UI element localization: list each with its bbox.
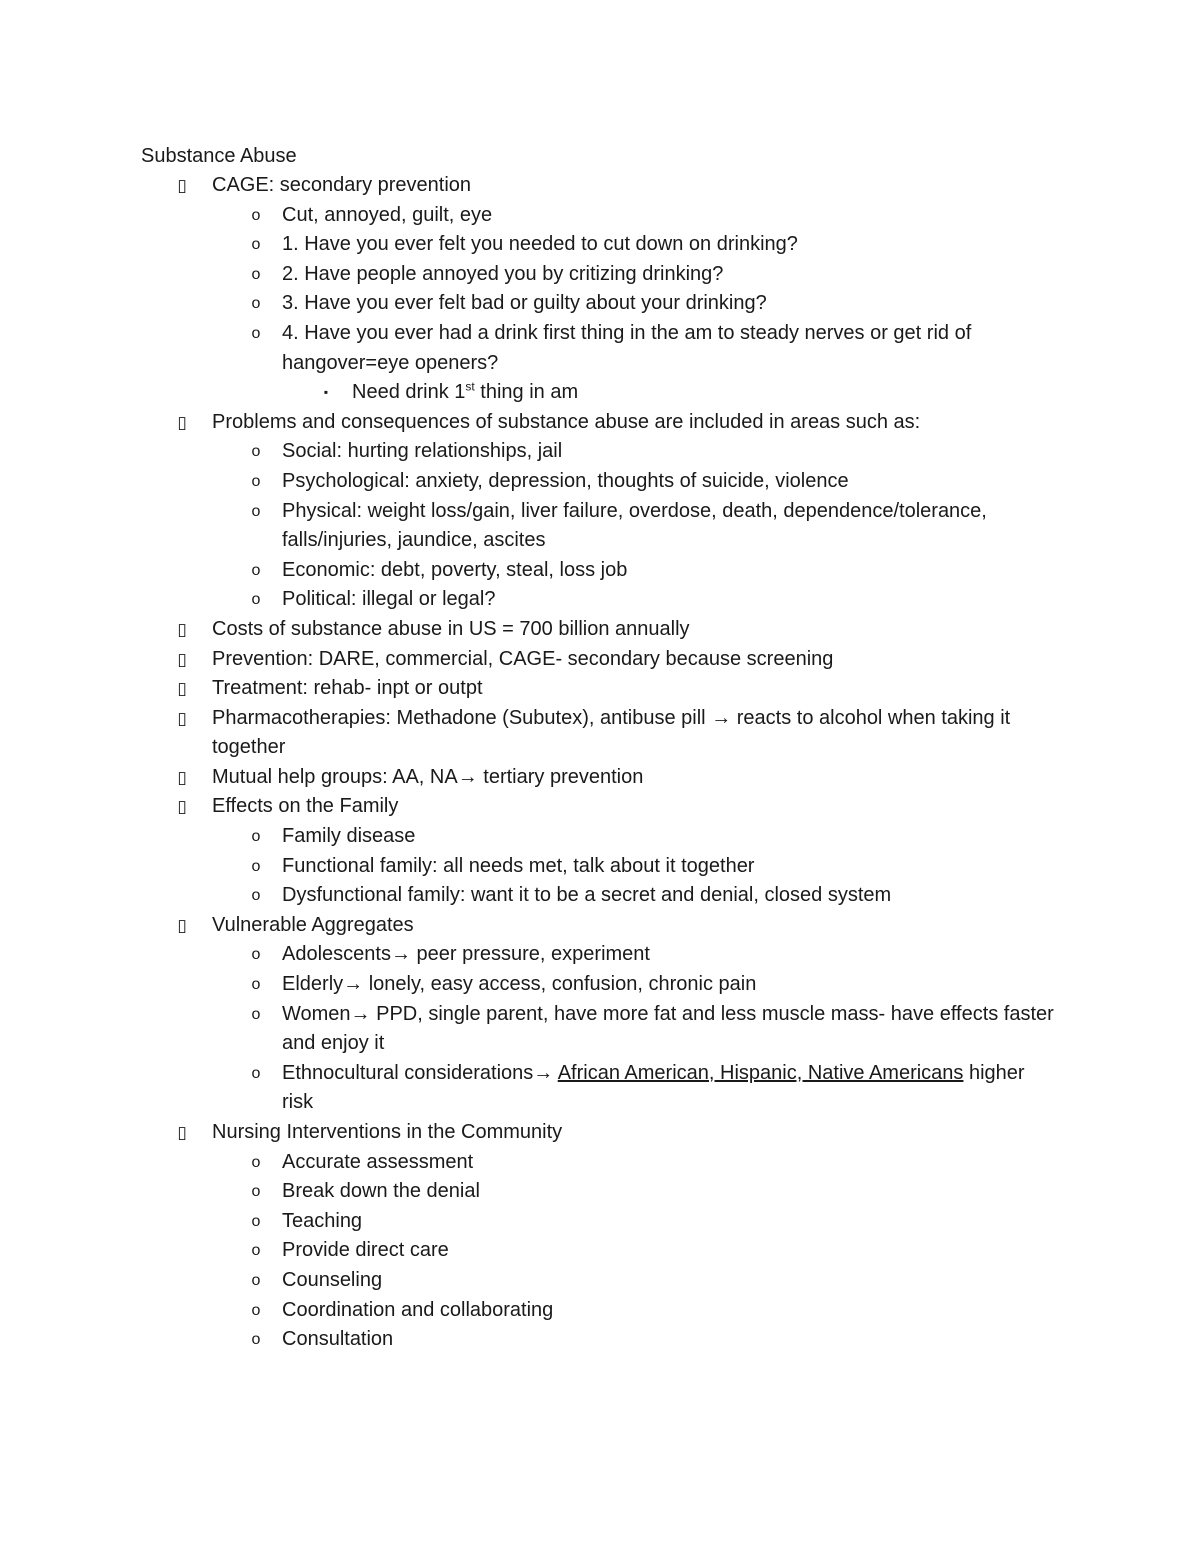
item-text-continued: lonely, easy access, confusion, chronic pain (363, 973, 757, 996)
bullet-icon: o (251, 561, 261, 579)
arrow-icon: → (457, 765, 478, 788)
item-text: Functional family: all needs met, talk about it together (282, 854, 755, 877)
bullet-icon: o (251, 1064, 261, 1082)
arrow-icon: → (711, 706, 732, 729)
item-text: Accurate assessment (282, 1150, 474, 1173)
item-text: Mutual help groups: AA, NA (212, 765, 458, 788)
item-text: Break down the denial (282, 1180, 480, 1203)
list-item-teaching (141, 1207, 1061, 1237)
list-item-psychological (141, 467, 1061, 497)
bullet-icon: o (251, 857, 261, 875)
item-text-continued: peer pressure, experiment (410, 943, 650, 966)
arrow-icon: → (343, 973, 364, 996)
bullet-icon: ▯ (177, 708, 187, 728)
item-text: CAGE: secondary prevention (212, 174, 472, 196)
item-text: Women (282, 1002, 351, 1025)
item-text: Provide direct care (282, 1239, 449, 1262)
bullet-icon: ▯ (177, 1123, 187, 1142)
item-text-continued: tertiary prevention (477, 765, 644, 788)
list-item-effects-family (141, 792, 1061, 822)
list-item-women (141, 1000, 1061, 1059)
bullet-icon: o (251, 1153, 261, 1171)
bullet-icon: o (251, 265, 261, 283)
item-text: Social: hurting relationships, jail (282, 440, 563, 463)
bullet-icon: o (251, 1301, 261, 1319)
list-item-mutual-help (141, 763, 1061, 793)
bullet-icon: ▯ (177, 176, 187, 195)
list-item-pharmacotherapies (141, 704, 1061, 763)
list-item-cage-acronym (141, 201, 1061, 231)
list-item-accurate-assessment (141, 1148, 1061, 1178)
list-item-elderly (141, 970, 1061, 1000)
bullet-icon: ▯ (177, 679, 187, 699)
item-text-continued: higher risk (282, 1061, 1025, 1114)
bullet-icon: ▯ (177, 797, 187, 817)
bullet-icon: o (251, 1212, 261, 1230)
bullet-icon: o (251, 976, 261, 994)
list-item-costs (141, 615, 1061, 645)
item-text: 2. Have people annoyed you by critizing drinking? (282, 262, 724, 285)
list-item-ethnocultural (141, 1059, 1061, 1118)
list-item-need-drink (141, 378, 1061, 408)
bullet-icon: o (251, 1005, 261, 1023)
item-text: Vulnerable Aggregates (212, 913, 414, 936)
item-text: Family disease (282, 825, 416, 848)
bullet-icon: o (251, 1242, 261, 1260)
item-text: Prevention: DARE, commercial, CAGE- secondary because screening (212, 647, 834, 670)
item-text: Ethnocultural considerations (282, 1061, 534, 1084)
list-item-vulnerable (141, 911, 1061, 941)
list-item-economic (141, 556, 1061, 586)
item-text: Problems and consequences of substance abuse are included in areas such as: (212, 410, 921, 433)
item-text: Effects on the Family (212, 795, 399, 818)
bullet-icon: o (251, 472, 261, 490)
list-item-prevention (141, 645, 1061, 675)
ordinal-suffix: st (465, 379, 475, 394)
document-body (141, 141, 1061, 1355)
square-bullet-icon: ▪ (323, 385, 329, 400)
item-text: 1. Have you ever felt you needed to cut down on drinking? (282, 233, 798, 256)
item-text: Cut, annoyed, guilt, eye (282, 203, 493, 226)
bullet-icon: ▯ (177, 649, 187, 669)
list-item-cage-q4 (141, 319, 1061, 378)
item-text: 3. Have you ever felt bad or guilty about your drinking? (282, 292, 767, 315)
list-item-family-disease (141, 822, 1061, 852)
item-text: Consultation (282, 1328, 394, 1351)
list-item-cage-q1 (141, 230, 1061, 260)
list-item-cage-q3 (141, 289, 1061, 319)
item-text: Political: illegal or legal? (282, 588, 496, 611)
list-item-cage (141, 171, 1061, 201)
bullet-icon: o (251, 502, 261, 520)
bullet-icon: o (251, 236, 261, 254)
list-item-direct-care (141, 1236, 1061, 1266)
arrow-icon: → (533, 1061, 554, 1084)
list-item-political (141, 585, 1061, 615)
list-item-functional-family (141, 852, 1061, 882)
bullet-icon: o (251, 946, 261, 964)
item-text-continued: PPD, single parent, have more fat and less muscle mass- have effects faster and enjoy it (282, 1002, 1054, 1055)
item-text: Physical: weight loss/gain, liver failure, overdose, death, dependence/tolerance, falls/injuries, jaundice, ascites (282, 499, 987, 552)
bullet-icon: ▯ (177, 619, 187, 639)
arrow-icon: → (390, 943, 411, 966)
bullet-icon: o (251, 1183, 261, 1201)
list-item-social (141, 437, 1061, 467)
item-text: Teaching (282, 1209, 363, 1232)
bullet-icon: o (251, 1271, 261, 1289)
list-item-counseling (141, 1266, 1061, 1296)
item-text-continued: reacts to alcohol when taking it together (212, 706, 1011, 759)
bullet-icon: o (251, 443, 261, 461)
bullet-icon: o (251, 206, 261, 224)
list-item-nursing (141, 1118, 1061, 1148)
list-item-coordination (141, 1296, 1061, 1326)
list-item-cage-q2 (141, 260, 1061, 290)
list-item-physical (141, 497, 1061, 556)
item-text: Costs of substance abuse in US = 700 billion annually (212, 617, 690, 640)
list-item-break-denial (141, 1177, 1061, 1207)
item-text: Elderly (282, 973, 344, 996)
bullet-icon: o (251, 828, 261, 846)
item-text: Psychological: anxiety, depression, thoughts of suicide, violence (282, 469, 849, 492)
item-text: Counseling (282, 1268, 383, 1291)
item-text: Adolescents (282, 943, 391, 966)
item-text: Dysfunctional family: want it to be a secret and denial, closed system (282, 884, 892, 907)
list-item-dysfunctional-family (141, 881, 1061, 911)
bullet-icon: o (251, 591, 261, 609)
arrow-icon: → (350, 1002, 371, 1025)
bullet-icon: ▯ (177, 412, 187, 432)
bullet-icon: o (251, 324, 261, 342)
list-item-treatment (141, 674, 1061, 704)
bullet-icon: o (251, 887, 261, 905)
item-text: Need drink 1 (352, 381, 466, 404)
underlined-groups: African American, Hispanic, Native Americans (557, 1061, 964, 1084)
document-title: Substance Abuse (141, 145, 297, 167)
bullet-icon: o (251, 295, 261, 313)
item-text: Economic: debt, poverty, steal, loss job (282, 558, 628, 581)
bullet-icon: ▯ (177, 767, 187, 787)
item-text: Treatment: rehab- inpt or outpt (212, 677, 483, 700)
list-item-consultation (141, 1325, 1061, 1355)
list-item-problems (141, 408, 1061, 438)
bullet-icon: o (251, 1331, 261, 1349)
item-text: Coordination and collaborating (282, 1298, 554, 1321)
item-text-continued: thing in am (474, 381, 579, 404)
item-text: Pharmacotherapies: Methadone (Subutex), antibuse pill (212, 706, 712, 729)
bullet-icon: ▯ (177, 915, 187, 935)
item-text: Nursing Interventions in the Community (212, 1121, 563, 1143)
item-text: 4. Have you ever had a drink first thing in the am to steady nerves or get rid of hangover=eye openers? (282, 321, 972, 374)
list-item-adolescents (141, 940, 1061, 970)
